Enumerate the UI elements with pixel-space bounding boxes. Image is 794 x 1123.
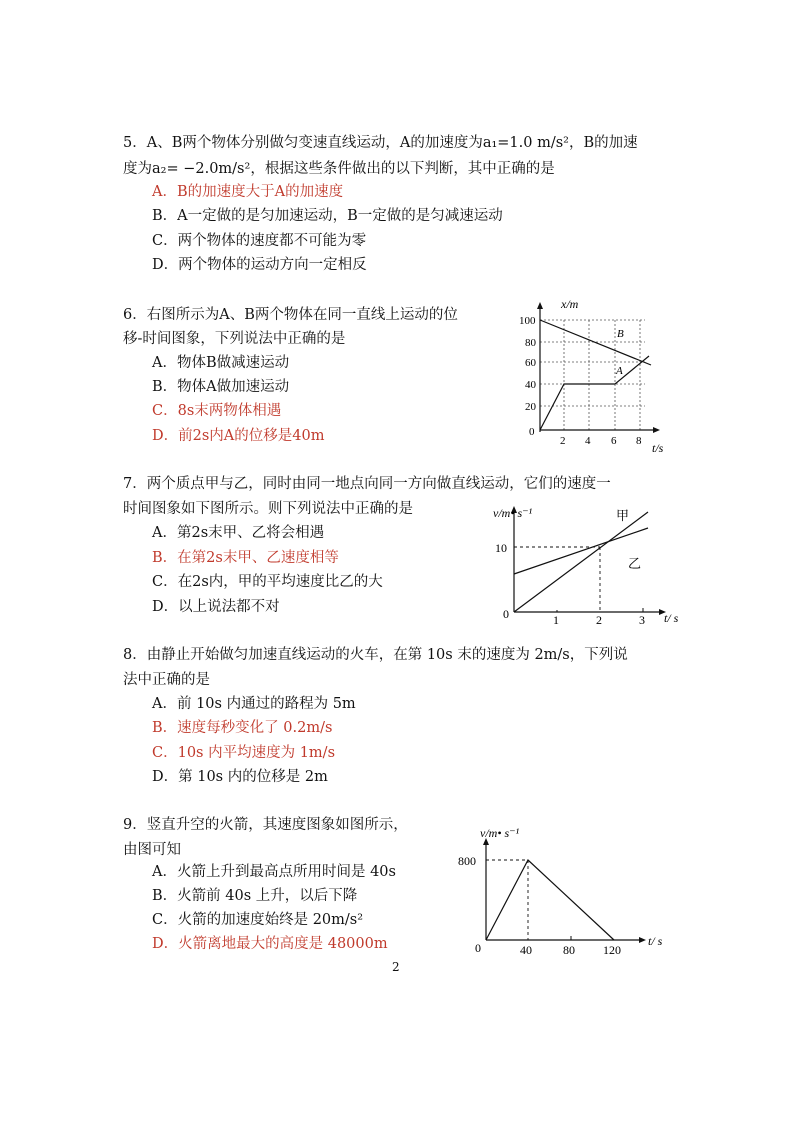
q6-ytick-40: 40 [525, 379, 536, 391]
q7-option-d: D．以上说法都不对 [152, 599, 280, 615]
q6-label-a: A [616, 365, 623, 377]
q6-xt-graph [505, 292, 675, 457]
q6-stem-line1: 6．右图所示为A、B两个物体在同一直线上运动的位 [123, 307, 458, 323]
q7-option-a: A．第2s末甲、乙将会相遇 [152, 525, 325, 541]
q7-label-jia: 甲 [616, 508, 630, 523]
q7-label-yi: 乙 [628, 556, 642, 571]
q7-option-c: C．在2s内，甲的平均速度比乙的大 [152, 574, 383, 590]
q6-option-c: C．8s末两物体相遇 [152, 403, 282, 419]
q9-option-a: A．火箭上升到最高点所用时间是 40s [152, 864, 396, 880]
q5-option-a: A．B的加速度大于A的加速度 [152, 184, 344, 200]
q5-stem-line2: 度为a₂= −2.0m/s²，根据这些条件做出的以下判断，其中正确的是 [123, 161, 555, 177]
q9-xtick-80: 80 [563, 943, 575, 957]
q6-label-b: B [617, 328, 624, 340]
q6-x-label: t/s [652, 441, 664, 455]
q7-xtick-3: 3 [639, 613, 645, 627]
q5-option-c: C．两个物体的速度都不可能为零 [152, 233, 367, 249]
q9-xtick-40: 40 [520, 943, 532, 957]
q9-stem-line1: 9．竖直升空的火箭，其速度图象如图所示， [123, 817, 408, 833]
q7-xtick-2: 2 [596, 613, 602, 627]
q7-option-b: B．在第2s末甲、乙速度相等 [152, 550, 339, 566]
q9-x-label: t/ s [648, 934, 663, 948]
q7-stem-line2: 时间图象如下图所示。则下列说法中正确的是 [123, 501, 413, 517]
q6-ytick-20: 20 [525, 401, 536, 413]
q6-xtick-4: 4 [585, 435, 591, 447]
q7-x-label: t/ s [664, 611, 679, 625]
q5-option-d: D．两个物体的运动方向一定相反 [152, 257, 367, 273]
q9-option-d: D．火箭离地最大的高度是 48000m [152, 936, 388, 952]
q9-origin: 0 [475, 941, 481, 955]
q6-xtick-2: 2 [560, 435, 566, 447]
q8-stem-line2: 法中正确的是 [123, 672, 210, 688]
q6-x-arrow [653, 427, 660, 433]
q9-x-arrow [639, 937, 646, 943]
q9-vt-graph [458, 822, 683, 962]
q9-y-label: v/m• s⁻¹ [480, 826, 520, 840]
q6-ytick-80: 80 [525, 337, 536, 349]
q6-xtick-6: 6 [611, 435, 617, 447]
q6-line-b [540, 320, 651, 365]
q6-option-b: B．物体A做加速运动 [152, 379, 290, 395]
q8-option-c: C．10s 内平均速度为 1m/s [152, 745, 336, 761]
q8-stem-line1: 8．由静止开始做匀加速直线运动的火车，在第 10s 末的速度为 2m/s，下列说 [123, 647, 628, 663]
q6-ytick-0: 0 [529, 426, 535, 438]
q9-ytick-800: 800 [458, 854, 476, 868]
q6-line-a [540, 356, 649, 430]
q6-option-d: D．前2s内A的位移是40m [152, 428, 325, 444]
q7-origin: 0 [503, 607, 509, 621]
q7-xtick-1: 1 [553, 613, 559, 627]
q9-stem-line2: 由图可知 [123, 842, 181, 858]
q9-option-c: C．火箭的加速度始终是 20m/s² [152, 912, 364, 928]
q9-xtick-120: 120 [603, 943, 621, 957]
q6-stem-line2: 移-时间图象，下列说法中正确的是 [123, 331, 346, 347]
q5-option-b: B．A一定做的是匀加速运动，B一定做的是匀减速运动 [152, 208, 503, 224]
q9-velocity-line [486, 860, 614, 940]
q6-y-arrow [537, 302, 543, 309]
q6-ytick-100: 100 [519, 315, 536, 327]
page-number: 2 [392, 960, 400, 974]
q8-option-d: D．第 10s 内的位移是 2m [152, 769, 328, 785]
q7-stem-line1: 7．两个质点甲与乙，同时由同一地点向同一方向做直线运动，它们的速度一 [123, 476, 611, 492]
q6-option-a: A．物体B做减速运动 [152, 355, 290, 371]
q6-ytick-60: 60 [525, 357, 536, 369]
q7-y-label: v/m• s⁻¹ [493, 506, 533, 520]
q8-option-a: A．前 10s 内通过的路程为 5m [152, 696, 356, 712]
q6-grid [540, 320, 645, 430]
q6-y-label: x/m [561, 297, 579, 311]
q7-ytick-10: 10 [495, 541, 507, 555]
q7-vt-graph [488, 500, 688, 630]
q5-stem-line1: 5．A、B两个物体分别做匀变速直线运动，A的加速度为a₁=1.0 m/s²，B的加速 [123, 135, 638, 151]
q6-xtick-8: 8 [636, 435, 642, 447]
q8-option-b: B．速度每秒变化了 0.2m/s [152, 720, 333, 736]
q9-option-b: B．火箭前 40s 上升，以后下降 [152, 888, 358, 904]
